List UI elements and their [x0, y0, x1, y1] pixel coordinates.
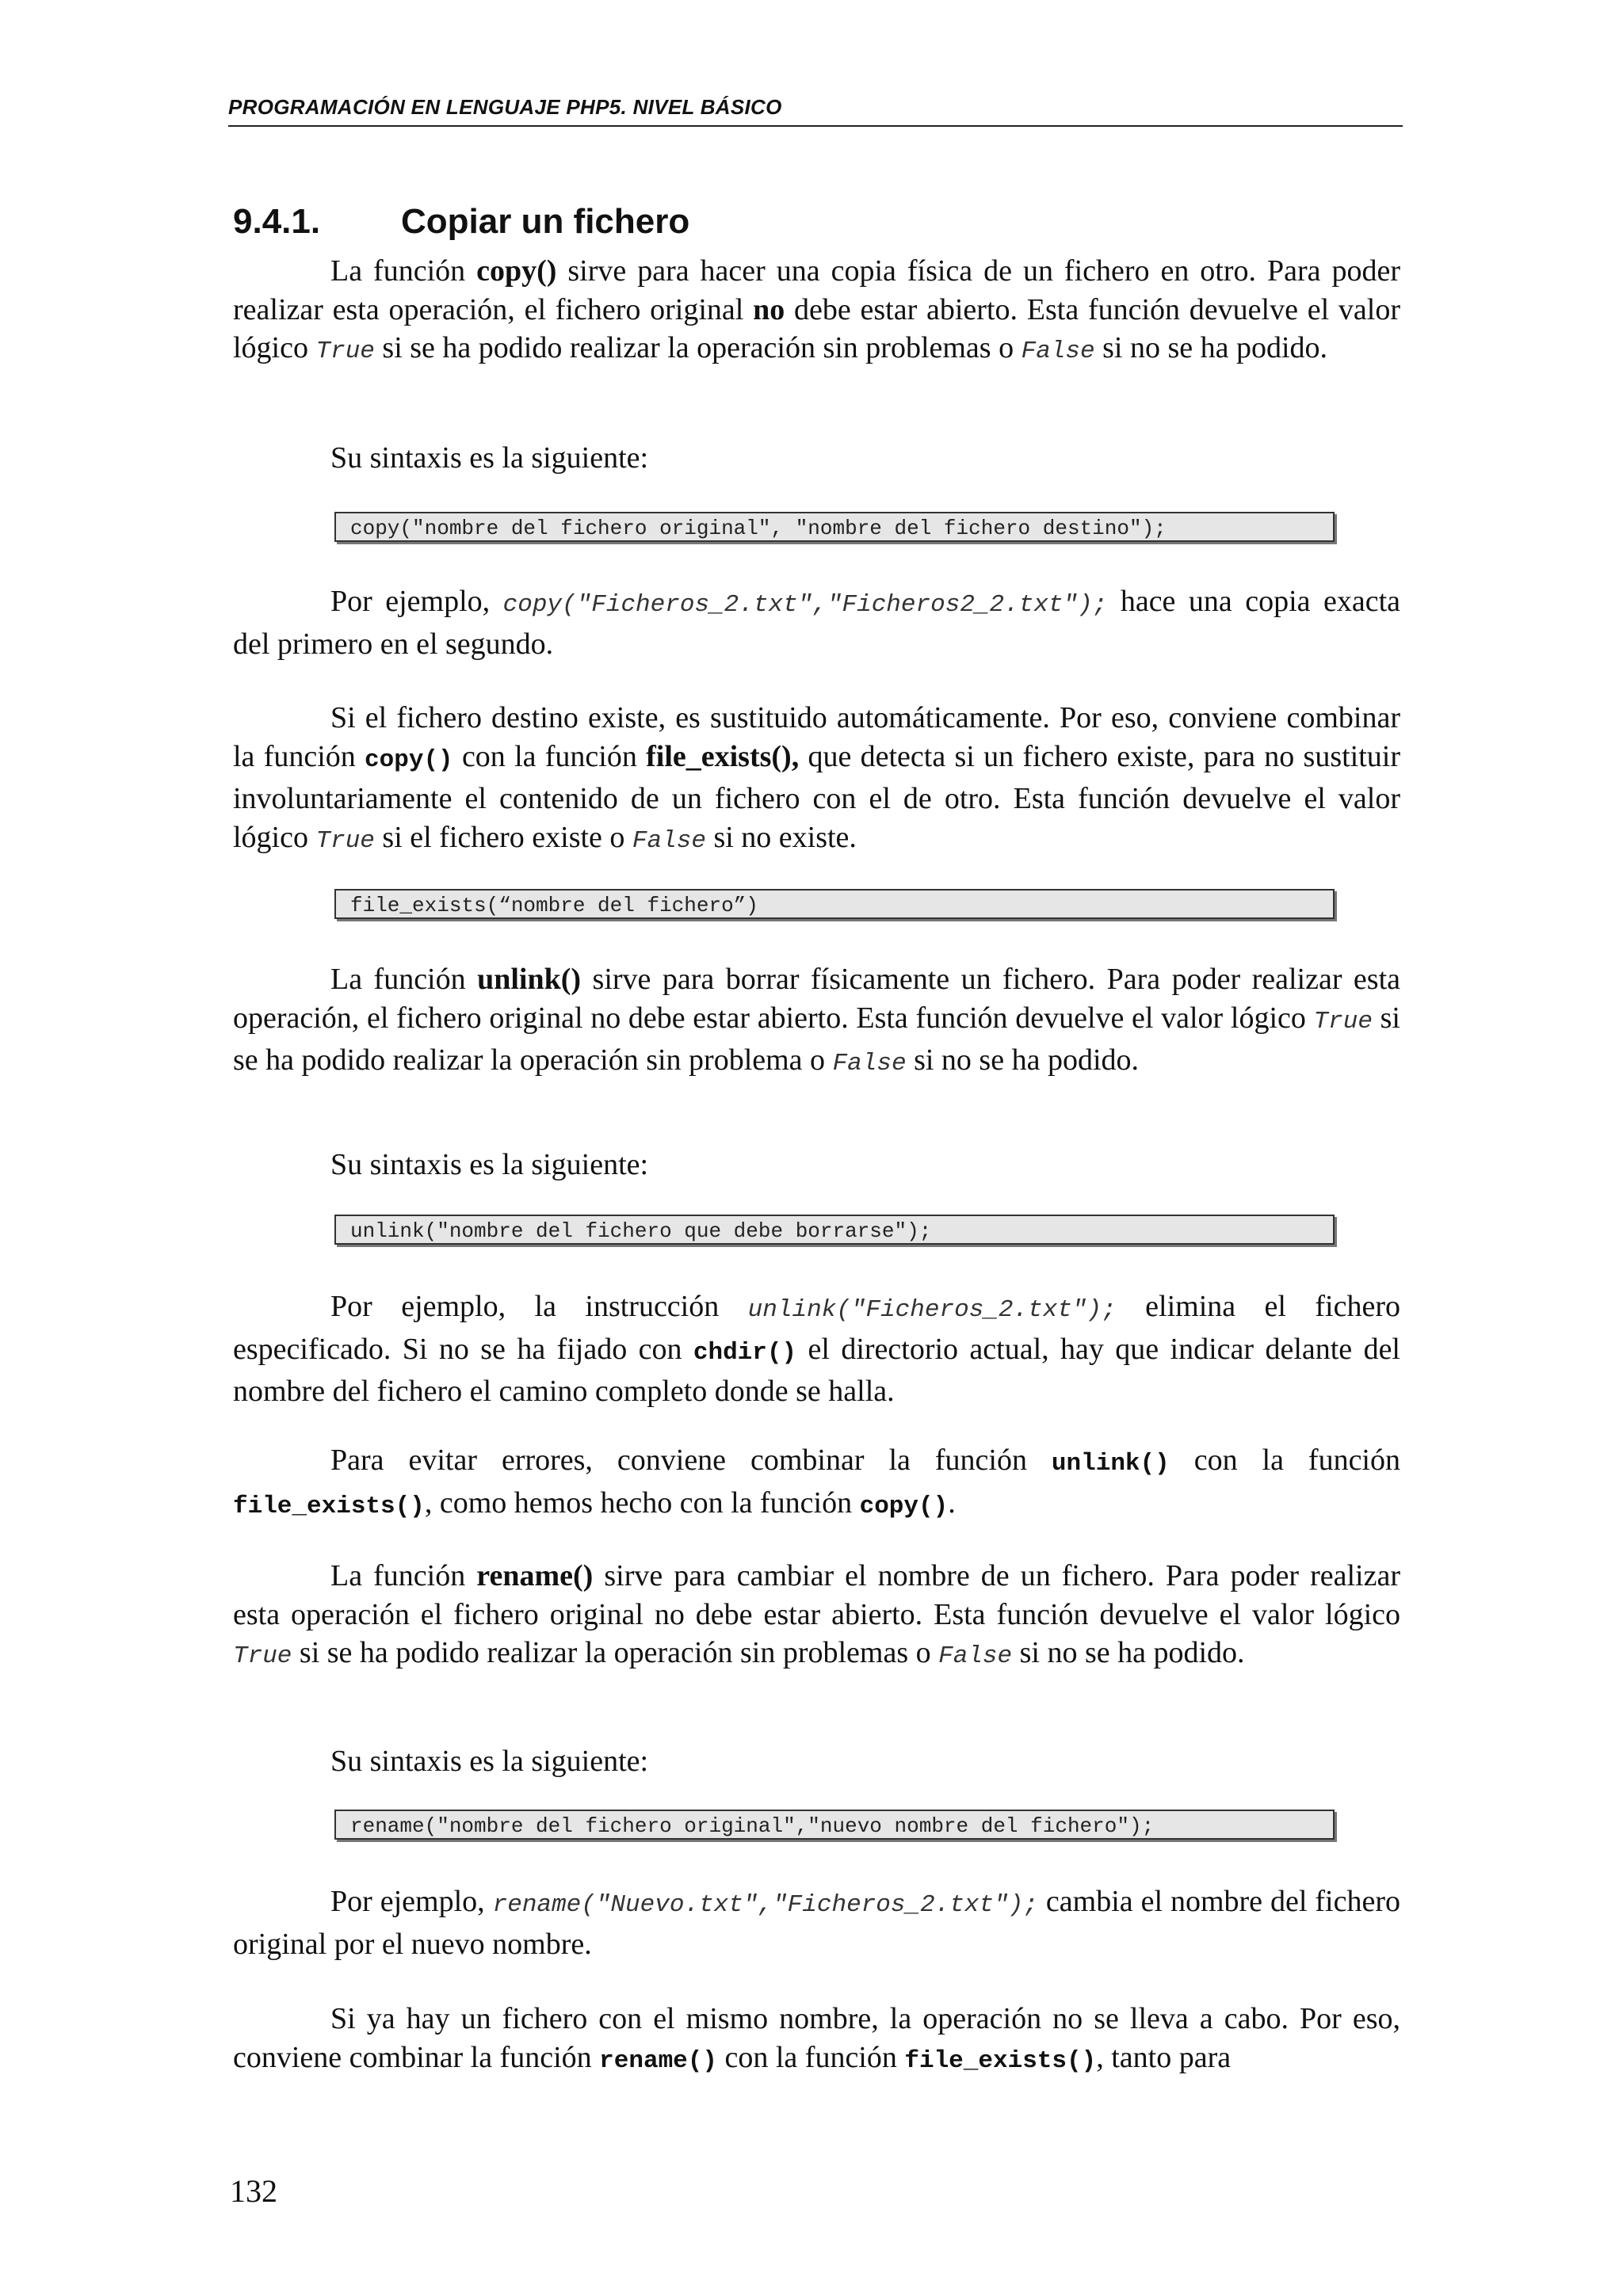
code-box-file-exists: file_exists(“nombre del fichero”)	[334, 889, 1335, 919]
section-title: Copiar un fichero	[401, 202, 690, 241]
paragraph-rename-example: Por ejemplo, rename("Nuevo.txt","Ficheros_2.txt"); cambia el nombre del fichero original por el nuevo nombre.	[233, 1885, 1400, 1961]
paragraph-unlink-intro: La función unlink() sirve para borrar físicamente un fichero. Para poder realizar esta operación, el fichero original no debe estar abierto. Esta función devuelve el valor lógico True si se ha podido realizar la operación sin problema o False si no se ha podido.	[233, 963, 1401, 1077]
syntax-label: Su sintaxis es la siguiente:	[330, 1745, 649, 1778]
code-box-rename: rename("nombre del fichero original","nuevo nombre del fichero");	[334, 1810, 1335, 1840]
header-rule	[228, 125, 1403, 127]
code-box-unlink: unlink("nombre del fichero que debe borrarse");	[334, 1215, 1335, 1245]
syntax-label: Su sintaxis es la siguiente:	[330, 1148, 649, 1181]
section-number: 9.4.1.	[233, 202, 321, 241]
paragraph-rename-intro: La función rename() sirve para cambiar el nombre de un fichero. Para poder realizar esta operación el fichero original no debe estar abierto. Esta función devuelve el valor lógico True si se ha podido realizar la operación sin problemas o False si no se ha podido.	[233, 1559, 1400, 1670]
running-header: PROGRAMACIÓN EN LENGUAJE PHP5. NIVEL BÁSICO	[228, 95, 782, 119]
section-heading	[233, 202, 689, 242]
paragraph-copy-intro: La función copy() sirve para hacer una copia física de un fichero en otro. Para poder realizar esta operación, el fichero original no debe estar abierto. Esta función devuelve el valor lógico True si se ha podido realizar la operación sin problemas o False si no se ha podido.	[233, 254, 1400, 365]
paragraph-rename-combine: Si ya hay un fichero con el mismo nombre, la operación no se lleva a cabo. Por eso, conviene combinar la función rename() con la función file_exists(), tanto para	[233, 2002, 1400, 2075]
paragraph-file-exists: Si el fichero destino existe, es sustituido automáticamente. Por eso, conviene combinar la función copy() con la función file_exists(), que detecta si un fichero existe, para no sustituir involuntariamente el contenido de un fichero con el de otro. Esta función devuelve el valor lógico True si el fichero existe o False si no existe.	[233, 701, 1400, 855]
syntax-label: Su sintaxis es la siguiente:	[330, 441, 649, 475]
paragraph-copy-example: Por ejemplo, copy("Ficheros_2.txt","Ficheros2_2.txt"); hace una copia exacta del primero en el segundo.	[233, 585, 1400, 661]
code-box-copy: copy("nombre del fichero original", "nombre del fichero destino");	[334, 512, 1335, 542]
page-number: 132	[230, 2173, 277, 2209]
paragraph-unlink-combine: Para evitar errores, conviene combinar la función unlink() con la función file_exists(), como hemos hecho con la función copy().	[233, 1444, 1400, 1520]
paragraph-unlink-example: Por ejemplo, la instrucción unlink("Ficheros_2.txt"); elimina el fichero especificado. Si no se ha fijado con chdir() el directorio actual, hay que indicar delante del nombre del fichero el camino completo donde se halla.	[233, 1290, 1400, 1408]
